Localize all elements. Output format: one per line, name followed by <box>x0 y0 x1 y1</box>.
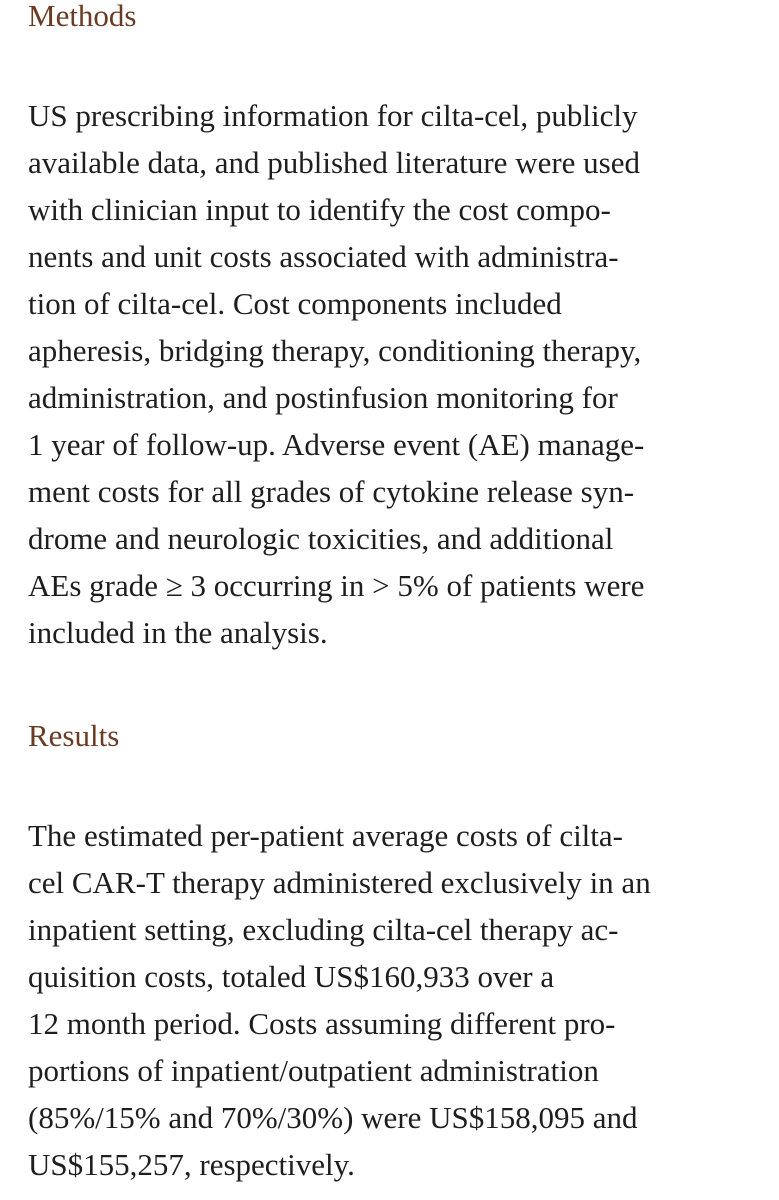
results-line: 12 month period. Costs assuming different pro- <box>28 1006 616 1041</box>
results-heading: Results <box>28 718 120 753</box>
methods-line: available data, and published literature were used <box>28 145 640 180</box>
methods-line: AEs grade ≥ 3 occurring in > 5% of patients were <box>28 568 645 603</box>
methods-line: drome and neurologic toxicities, and additional <box>28 521 614 556</box>
methods-line: included in the analysis. <box>28 615 328 650</box>
methods-line: 1 year of follow-up. Adverse event (AE) manage- <box>28 427 645 462</box>
methods-line: ment costs for all grades of cytokine release syn- <box>28 474 635 509</box>
methods-paragraph <box>28 92 644 656</box>
methods-heading: Methods <box>28 0 137 33</box>
methods-line: nents and unit costs associated with administra- <box>28 239 619 274</box>
results-paragraph <box>28 812 651 1188</box>
results-line: portions of inpatient/outpatient administration <box>28 1053 599 1088</box>
results-line: quisition costs, totaled US$160,933 over a <box>28 959 555 994</box>
results-line: (85%/15% and 70%/30%) were US$158,095 and <box>28 1100 638 1135</box>
methods-line: apheresis, bridging therapy, conditioning therapy, <box>28 333 642 368</box>
methods-line: tion of cilta-cel. Cost components included <box>28 286 562 321</box>
methods-line: administration, and postinfusion monitoring for <box>28 380 618 415</box>
results-line: cel CAR-T therapy administered exclusively in an <box>28 865 651 900</box>
methods-line: with clinician input to identify the cost compo- <box>28 192 611 227</box>
results-line: US$155,257, respectively. <box>28 1147 355 1182</box>
results-line: The estimated per-patient average costs of cilta- <box>28 818 623 853</box>
methods-line: US prescribing information for cilta-cel, publicly <box>28 98 638 133</box>
results-line: inpatient setting, excluding cilta-cel therapy ac- <box>28 912 619 947</box>
